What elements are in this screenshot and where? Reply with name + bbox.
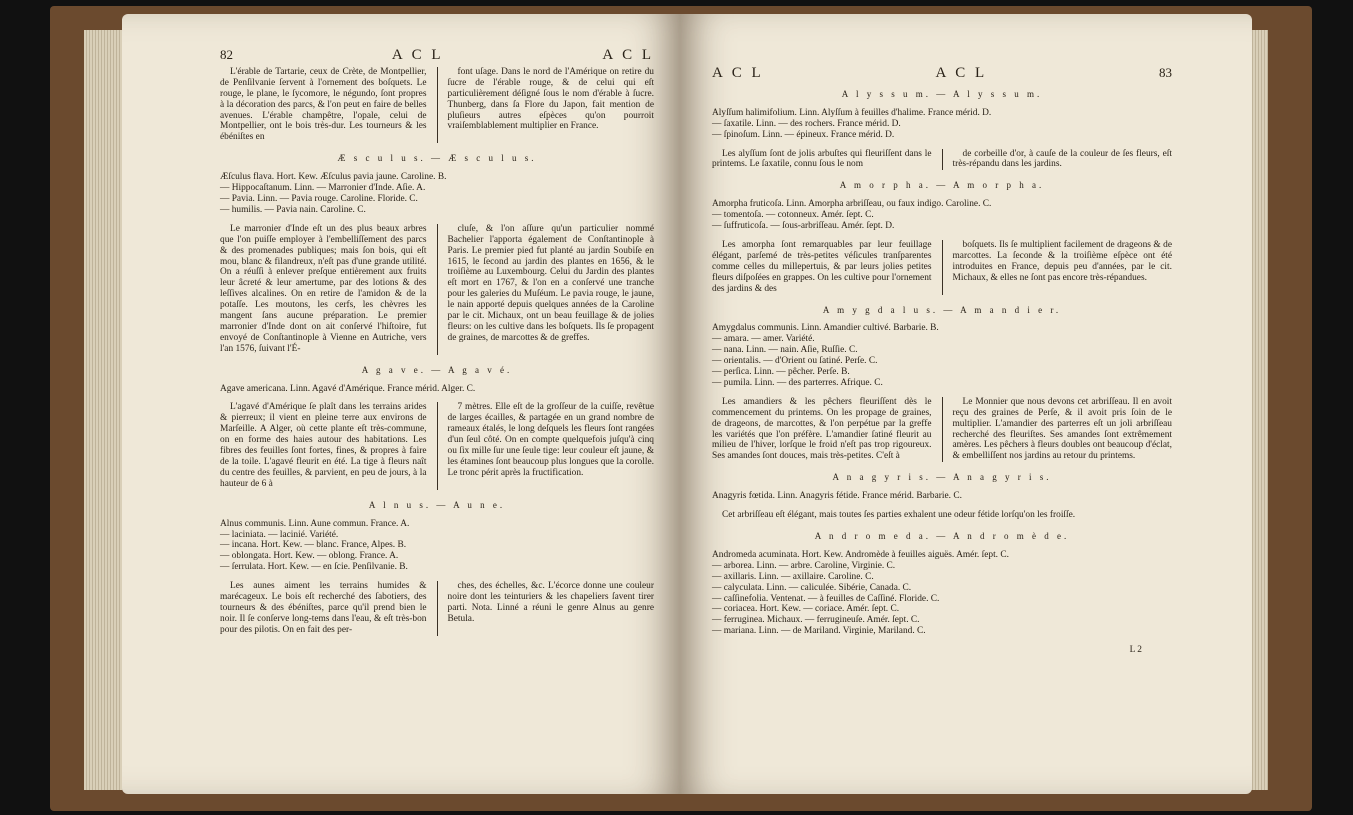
species-entry: — Hippocaſtanum. Linn. — Marronier d'Inde. Aſie. A. [220, 183, 426, 194]
paragraph: font uſage. Dans le nord de l'Amérique on retire du ſucre de l'érable rouge, & de celui qui eſt particulièrement déſigné ſous le nom d'érable à ſucre. Thunberg, dans ſa Flore du Japon, fait mention de pluſieurs autres eſpèces qu'on pourroit vraiſemblablement multiplier en France. [447, 66, 654, 132]
column-rule [437, 224, 438, 355]
column-2 [448, 67, 655, 143]
paragraph: L'agavé d'Amérique ſe plaît dans les terrains arides & pierreux; il vient en pleine terre aux environs de Marſeille. A Alger, où cette plante eſt très-commune, on en forme des haies autour des habitations. Les fibres des feuilles ſont fortes, fines, & propres à faire de la toile. L'agavé fleurit en été. La tige à fleurs naît du centre des feuilles, & parvient, en peu de jours, à la hauteur de 6 à [220, 402, 427, 489]
species-entry: — pumila. Linn. — des parterres. Afrique. C. [712, 377, 883, 388]
left-page [122, 14, 680, 794]
species-list [712, 550, 1172, 637]
column-rule [437, 402, 438, 489]
paragraph: 7 mètres. Elle eſt de la groſſeur de la cuiſſe, revêtue de larges écailles, & partagée en un grand nombre de rameaux étalés, le long deſquels les fleurs ſont rangées d'un ſeul côté. On en compte quelquefois juſqu'à cinq ou ſix mille ſur une ſeule tige: leur couleur eſt jaune, & les étamines ſont beaucoup plus longues que la corolle. Le tronc périt après la fructification. [447, 402, 654, 478]
column-rule [942, 149, 943, 171]
species-entry: — ſpinoſum. Linn. — épineux. France mérid. D. [712, 129, 895, 140]
column-rule [437, 67, 438, 143]
left-page-content [220, 47, 654, 636]
paragraph: de corbeille d'or, à cauſe de la couleur de ſes fleurs, eſt très-répandu dans les jardins. [952, 148, 1172, 170]
species-entry: — arborea. Linn. — arbre. Caroline, Virginie. C. [712, 560, 896, 571]
species-entry: — orientalis. — d'Orient ou ſatiné. Perſe. C. [712, 356, 878, 367]
species-entry: Alyſſum halimifolium. Linn. Alyſſum à feuilles d'halime. France mérid. D. [712, 107, 992, 118]
paragraph: Le Monnier que nous devons cet arbriſſeau. Il en avoit reçu des graines de Perſe, & il avoit pris ſoin de le multiplier. L'amandier des parterres eſt un joli arbriſſeau recherché des fleuriſtes. Ses amandes ſont extrêmement amères. Les pêchers à fleurs doubles ont beaucoup d'éclat, & embelliſſent nos jardins au retour du printems. [952, 396, 1172, 462]
species-entry: — calyculata. Linn. — caliculée. Sibérie, Canada. C. [712, 582, 912, 593]
paragraph: Les aunes aiment les terrains humides & marécageux. Le bois eſt recherché des ſabotiers, des tourneurs & des ébéniſtes, parce qu'il prend bien le noir. Il ſe conſerve long-tems dans l'eau, & eſt très-bon pour des pilotis. On en fait des per- [220, 581, 427, 635]
genus-heading: A l n u s. — A u n e. [368, 499, 506, 510]
species-entry: — ſaxatile. Linn. — des rochers. France mérid. D. [712, 118, 901, 129]
running-head-right: A C L [935, 65, 988, 81]
page-edges-right [1250, 30, 1268, 790]
page-number: 82 [220, 47, 233, 62]
species-entry: — amara. — amer. Variété. [712, 334, 815, 345]
species-entry: — Pavia. Linn. — Pavia rouge. Caroline. Floride. C. [220, 193, 418, 204]
species-entry: — laciniata. — lacinié. Variété. [220, 529, 339, 540]
species-entry: Amygdalus communis. Linn. Amandier cultivé. Barbarie. B. [712, 323, 939, 334]
species-entry: — mariana. Linn. — de Mariland. Virginie, Mariland. C. [712, 626, 926, 637]
column-1 [220, 67, 427, 143]
species-entry: Amorpha fruticoſa. Linn. Amorpha arbriſſeau, ou faux indigo. Caroline. C. [712, 199, 992, 210]
genus-heading: A n a g y r i s. — A n a g y r i s. [832, 472, 1052, 483]
paragraph: Cet arbriſſeau eſt élégant, mais toutes ſes parties exhalent une odeur fétide lorſqu'on les froiſſe. [722, 510, 1076, 521]
paragraph: Les amorpha ſont remarquables par leur feuillage élégant, parſemé de très-petites véſicules tranſparentes comme celles du millepertuis, & par leurs jolies petites fleurs diſpoſées en grappes. On les cultive pour l'ornement des jardins & des [712, 239, 932, 294]
intro-columns [220, 67, 654, 143]
species-entry: — coriacea. Hort. Kew. — coriace. Amér. ſept. C. [712, 604, 900, 615]
species-list [220, 519, 654, 574]
species-entry: Andromeda acuminata. Hort. Kew. Andromède à feuilles aiguës. Amér. ſept. C. [712, 549, 1009, 560]
page-number: 83 [1159, 65, 1172, 80]
paragraph: Le marronier d'Inde eſt un des plus beaux arbres que l'on puiſſe employer à l'embelliſſement des parcs & des promenades publiques; mais ſon bois, qui eſt mou, blanc & filandreux, n'eſt pas d'une grande utilité. On a réuſſi à enlever preſque entièrement aux fruits leur âcreté & leur amertume, par des lotions & des leſſives alcalines. On en retire de l'amidon & de la potaſſe. Les moutons, les cerfs, les chèvres les mangent ſans aucune préparation. Le premier marronier d'Inde dont on ait conſervé l'hiſtoire, fut envoyé de Conſtantinople à Vienne en Autriche, vers l'an 1576, ſuivant l'É- [220, 223, 427, 354]
genus-heading: A l y s s u m. — A l y s s u m. [841, 88, 1043, 99]
species-list [712, 491, 1172, 502]
paragraph: ches, des échelles, &c. L'écorce donne une couleur noire dont les teinturiers & les chapeliers ſavent tirer parti. Nota. Linné a réuni le genre Alnus au genre Betula. [447, 581, 654, 624]
signature-mark: L 2 [1129, 645, 1142, 656]
species-entry: — caſſinefolia. Ventenat. — à feuilles de Caſſiné. Floride. C. [712, 593, 940, 604]
agave-columns [220, 402, 654, 489]
species-entry: — ſerrulata. Hort. Kew. — en ſcie. Penſilvanie. B. [220, 562, 408, 573]
genus-heading: A m o r p h a. — A m o r p h a. [839, 180, 1045, 191]
species-entry: — axillaris. Linn. — axillaire. Caroline. C. [712, 571, 874, 582]
species-entry: — incana. Hort. Kew. — blanc. France, Alpes. B. [220, 540, 407, 551]
genus-heading: A n d r o m e d a. — A n d r o m è d e. [814, 531, 1070, 541]
species-entry: Anagyris fœtida. Linn. Anagyris fétide. France mérid. Barbarie. C. [712, 491, 962, 502]
species-entry: Æſculus flava. Hort. Kew. Æſculus pavia jaune. Caroline. B. [220, 172, 447, 183]
aesculus-columns [220, 224, 654, 355]
paragraph: boſquets. Ils ſe multiplient facilement de drageons & de marcottes. La ſeconde & la troiſième eſpèce ont été introduites en France, depuis peu d'années, par le cit. Michaux, & elles ne ſont pas encore très-répandues. [952, 239, 1172, 283]
species-entry: — nana. Linn. — nain. Aſie, Ruſſie. C. [712, 345, 858, 356]
genus-heading: A g a v e. — A g a v é. [361, 364, 513, 375]
species-entry: — ſuffruticoſa. — ſous-arbriſſeau. Amér. ſept. D. [712, 221, 895, 232]
column-rule [942, 397, 943, 462]
species-list [712, 108, 1172, 141]
alnus-columns [220, 581, 654, 636]
column-rule [942, 240, 943, 295]
running-head-right: A C L [602, 47, 654, 63]
species-entry: — ferruginea. Michaux. — ferrugineuſe. Amér. ſept. C. [712, 615, 920, 626]
right-page-content [712, 65, 1172, 656]
species-entry: Alnus communis. Linn. Aune commun. France. A. [220, 518, 410, 529]
species-entry: — perſica. Linn. — pêcher. Perſe. B. [712, 367, 850, 378]
paragraph: cluſe, & l'on aſſure qu'un particulier nommé Bachelier l'apporta également de Conſtantinople à Paris. Le premier pied fut planté au jardin Soubiſe en 1615, le ſecond au jardin des plantes en 1656, & le troiſième au Luxembourg. Celui du Jardin des plantes eſt mort en 1767, & l'on en a conſervé une tranche pour les galeries du Muſéum. Le pavia rouge, le jaune, le nain apporté depuis quelques années de la Caroline par le cit. Michaux, ont un beau feuillage & de jolies fleurs: on les cultive dans les boſquets. Ils ſe propagent de graines, de marcottes & de greffes. [447, 223, 654, 343]
species-list [712, 199, 1172, 232]
species-list [220, 172, 654, 216]
page-edges-left [84, 30, 124, 790]
paragraph: Les amandiers & les pêchers fleuriſſent dès le commencement du printems. On les propage de graines, de drageons, de marcottes, & l'on perpétue par la greffe les variétés que l'on préfère. L'amandier ſatiné fleurit au milieu de l'hiver, lorſque le froid n'eſt pas trop rigoureux. Ses amandes ſont douces, mais très-petites. C'eſt à [712, 396, 932, 462]
page-header [220, 47, 654, 63]
running-head-left: A C L [391, 47, 444, 63]
species-entry: — oblongata. Hort. Kew. — oblong. France. A. [220, 551, 399, 562]
species-entry: — humilis. — Pavia nain. Caroline. C. [220, 204, 366, 215]
species-list [712, 323, 1172, 388]
species-entry: Agave americana. Linn. Agavé d'Amérique. France mérid. Alger. C. [220, 383, 476, 394]
amorpha-columns [712, 240, 1172, 295]
right-page [680, 14, 1252, 794]
amygdalus-columns [712, 397, 1172, 462]
column-rule [437, 581, 438, 636]
genus-heading: Æ s c u l u s. — Æ s c u l u s. [337, 153, 537, 164]
species-list [220, 384, 654, 395]
page-header [712, 65, 1172, 81]
paragraph: L'érable de Tartarie, ceux de Crète, de Montpellier, de Penſilvanie ſervent à l'ornement des boſquets. Le rouge, le plane, le ſycomore, le négundo, ſont propres à la décoration des parcs, & l'on peut en faire de belles avenues. L'érable champêtre, l'opale, celui de Montpellier, ont le bois très-dur. Les tourneurs & les ébéniſtes en [220, 66, 427, 143]
alyssum-columns [712, 149, 1172, 171]
paragraph: Les alyſſum ſont de jolis arbuſtes qui fleuriſſent dans le printems. Le ſaxatile, connu ſous le nom [712, 148, 932, 170]
species-entry: — tomentoſa. — cotonneux. Amér. ſept. C. [712, 210, 874, 221]
running-head-left: A C L [712, 65, 764, 81]
genus-heading: A m y g d a l u s. — A m a n d i e r. [822, 304, 1062, 315]
